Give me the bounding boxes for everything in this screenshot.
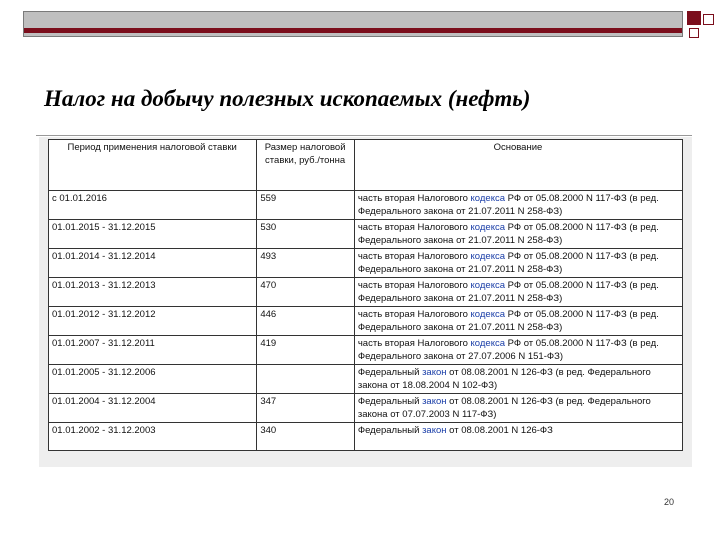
basis-law-link[interactable]: кодекса [470, 251, 505, 262]
basis-text-start: часть вторая Налогового [357, 309, 471, 320]
cell-basis [354, 423, 682, 451]
cell-period: 01.01.2014 - 31.12.2014 [49, 249, 257, 278]
basis-law-link[interactable]: кодекса [470, 309, 505, 320]
cell-basis [354, 394, 682, 423]
basis-text-end: от 08.08.2001 N 126-ФЗ [446, 425, 553, 436]
title-divider [36, 135, 692, 136]
header-rate: Размер налоговой ставки, руб./тонна [257, 140, 355, 191]
header-basis: Основание [354, 140, 682, 191]
basis-law-link[interactable]: кодекса [470, 193, 505, 204]
table-row [49, 365, 683, 394]
basis-text-end: РФ от 05.08.2000 N 117-ФЗ (в ред. Федерального закона от 21.07.2011 N 258-ФЗ) [357, 193, 659, 217]
cell-basis [354, 278, 682, 307]
cell-basis [354, 191, 682, 220]
basis-law-link[interactable]: кодекса [470, 222, 505, 233]
basis-text-start: часть вторая Налогового [357, 251, 471, 262]
table-panel [39, 137, 692, 467]
header-accent-line [24, 28, 682, 33]
table-row [49, 394, 683, 423]
table-row [49, 249, 683, 278]
basis-law-link[interactable]: закон [422, 396, 447, 407]
table-row [49, 307, 683, 336]
cell-rate: 493 [257, 249, 355, 278]
basis-law-link[interactable]: закон [422, 425, 447, 436]
cell-rate: 446 [257, 307, 355, 336]
table-row [49, 191, 683, 220]
cell-period: 01.01.2007 - 31.12.2011 [49, 336, 257, 365]
basis-text-start: Федеральный [357, 425, 423, 436]
table-header-row [49, 140, 683, 191]
basis-text-start: часть вторая Налогового [357, 193, 471, 204]
cell-basis [354, 220, 682, 249]
table-row [49, 220, 683, 249]
basis-text-start: Федеральный [357, 396, 423, 407]
decor-square-outline-small [703, 14, 714, 25]
basis-text-end: РФ от 05.08.2000 N 117-ФЗ (в ред. Федерального закона от 21.07.2011 N 258-ФЗ) [357, 222, 659, 246]
basis-text-end: от 08.08.2001 N 126-ФЗ (в ред. Федерального закона от 18.08.2004 N 102-ФЗ) [357, 367, 651, 391]
cell-basis [354, 365, 682, 394]
basis-text-start: Федеральный [357, 367, 423, 378]
cell-period: 01.01.2012 - 31.12.2012 [49, 307, 257, 336]
cell-basis [354, 336, 682, 365]
cell-period: 01.01.2002 - 31.12.2003 [49, 423, 257, 451]
basis-text-end: от 08.08.2001 N 126-ФЗ (в ред. Федерального закона от 07.07.2003 N 117-ФЗ) [357, 396, 651, 420]
cell-rate [257, 365, 355, 394]
tax-rate-table [48, 139, 683, 451]
basis-text-start: часть вторая Налогового [357, 280, 471, 291]
cell-rate: 530 [257, 220, 355, 249]
cell-basis [354, 249, 682, 278]
basis-law-link[interactable]: закон [422, 367, 447, 378]
cell-period: 01.01.2015 - 31.12.2015 [49, 220, 257, 249]
basis-text-start: часть вторая Налогового [357, 222, 471, 233]
basis-law-link[interactable]: кодекса [470, 338, 505, 349]
decor-square-outline [689, 28, 699, 38]
header-period: Период применения налоговой ставки [49, 140, 257, 191]
header-bar [23, 11, 683, 37]
cell-rate: 559 [257, 191, 355, 220]
table-row [49, 423, 683, 451]
basis-text-start: часть вторая Налогового [357, 338, 471, 349]
cell-period: 01.01.2013 - 31.12.2013 [49, 278, 257, 307]
cell-rate: 347 [257, 394, 355, 423]
basis-law-link[interactable]: кодекса [470, 280, 505, 291]
cell-period: с 01.01.2016 [49, 191, 257, 220]
cell-basis [354, 307, 682, 336]
cell-period: 01.01.2005 - 31.12.2006 [49, 365, 257, 394]
basis-text-end: РФ от 05.08.2000 N 117-ФЗ (в ред. Федерального закона от 21.07.2011 N 258-ФЗ) [357, 280, 659, 304]
basis-text-end: РФ от 05.08.2000 N 117-ФЗ (в ред. Федерального закона от 21.07.2011 N 258-ФЗ) [357, 309, 659, 333]
basis-text-end: РФ от 05.08.2000 N 117-ФЗ (в ред. Федерального закона от 21.07.2011 N 258-ФЗ) [357, 251, 659, 275]
cell-rate: 419 [257, 336, 355, 365]
slide-title: Налог на добычу полезных ископаемых (нефть) [44, 86, 531, 111]
page-number: 20 [664, 497, 675, 507]
table-row [49, 278, 683, 307]
cell-rate: 340 [257, 423, 355, 451]
decor-square-filled [687, 11, 701, 25]
cell-rate: 470 [257, 278, 355, 307]
cell-period: 01.01.2004 - 31.12.2004 [49, 394, 257, 423]
table-row [49, 336, 683, 365]
basis-text-end: РФ от 05.08.2000 N 117-ФЗ (в ред. Федерального закона от 27.07.2006 N 151-ФЗ) [357, 338, 659, 362]
